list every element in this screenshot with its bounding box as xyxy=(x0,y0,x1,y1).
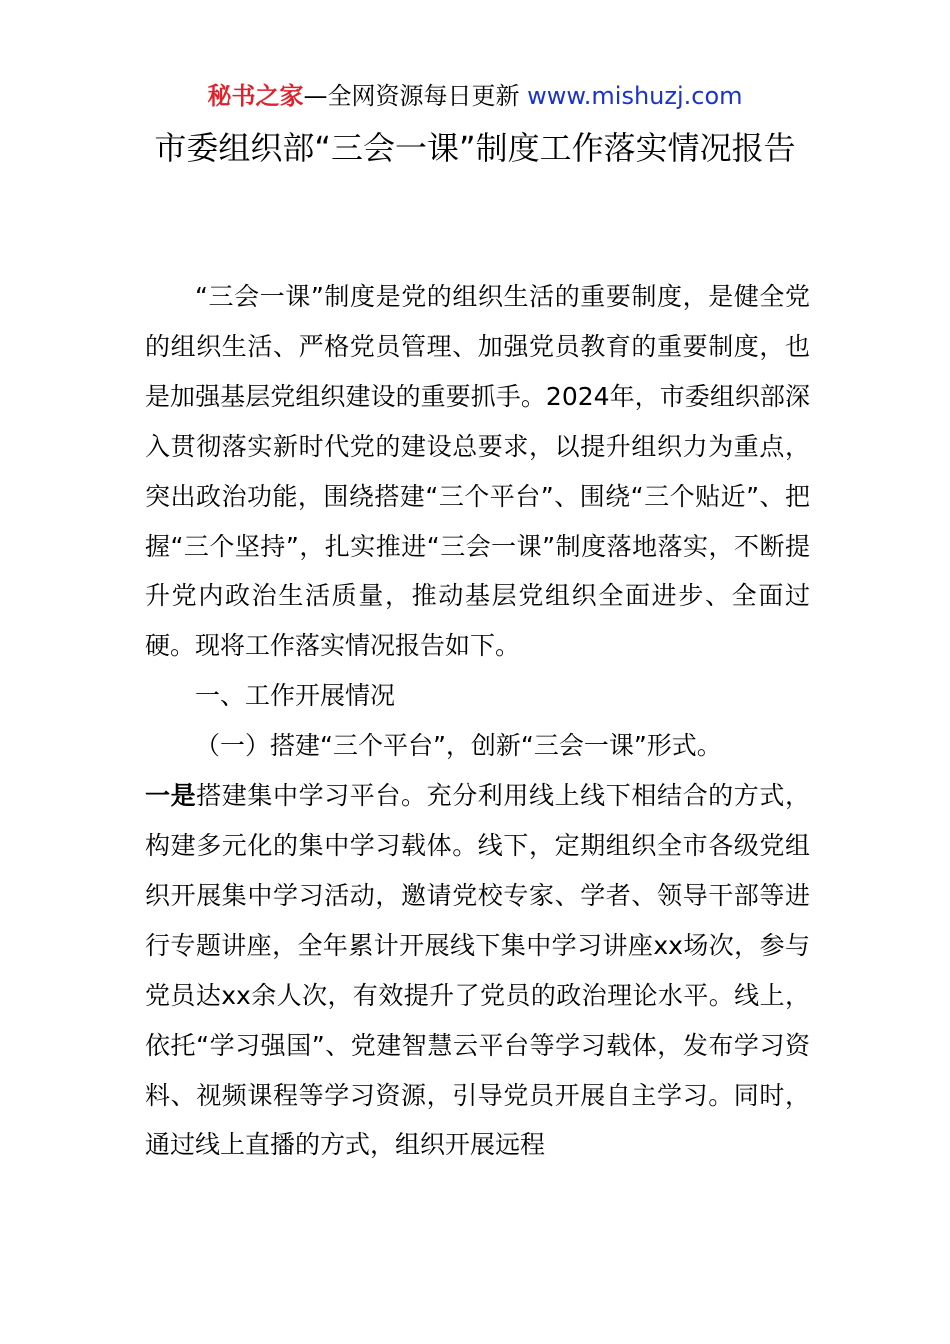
document-title: 市委组织部“三会一课”制度工作落实情况报告 xyxy=(154,129,796,167)
header-tagline: —全网资源每日更新 xyxy=(303,82,528,110)
site-url-link[interactable]: www.mishuzj.com xyxy=(527,82,743,110)
point-text: 搭建集中学习平台。充分利用线上线下相结合的方式，构建多元化的集中学习载体。线下，定期组织全市各级党组织开展集中学习活动，邀请党校专家、学者、领导干部等进行专题讲座，全年累计开展线下集中学习讲座xx场次，参与党员达xx余人次，有效提升了党员的政治理论水平。线上，依托“学习强国”、党建智慧云平台等学习载体，发布学习资料、视频课程等学习资源，引导党员开展自主学习。同时，通过线上直播的方式，组织开展远程 xyxy=(145,781,810,1160)
section-heading: 一、工作开展情况 xyxy=(195,681,396,711)
intro-paragraph: “三会一课”制度是党的组织生活的重要制度，是健全党的组织生活、严格党员管理、加强党员教育的重要制度，也是加强基层党组织建设的重要抓手。2024年，市委组织部深入贯彻落实新时代党的建设总要求，以提升组织力为重点，突出政治功能，围绕搭建“三个平台”、围绕“三个贴近”、把握“三个坚持”，扎实推进“三会一课”制度落地落实，不断提升党内政治生活质量，推动基层党组织全面进步、全面过硬。现将工作落实情况报告如下。 xyxy=(145,282,810,661)
point-lead: 一是 xyxy=(145,781,197,811)
brand-name: 秘书之家 xyxy=(207,82,304,110)
document-body xyxy=(145,272,810,1170)
subsection-heading: （一）搭建“三个平台”，创新“三会一课”形式。 xyxy=(195,731,722,761)
point-paragraph xyxy=(145,771,810,1170)
site-header xyxy=(0,80,950,112)
